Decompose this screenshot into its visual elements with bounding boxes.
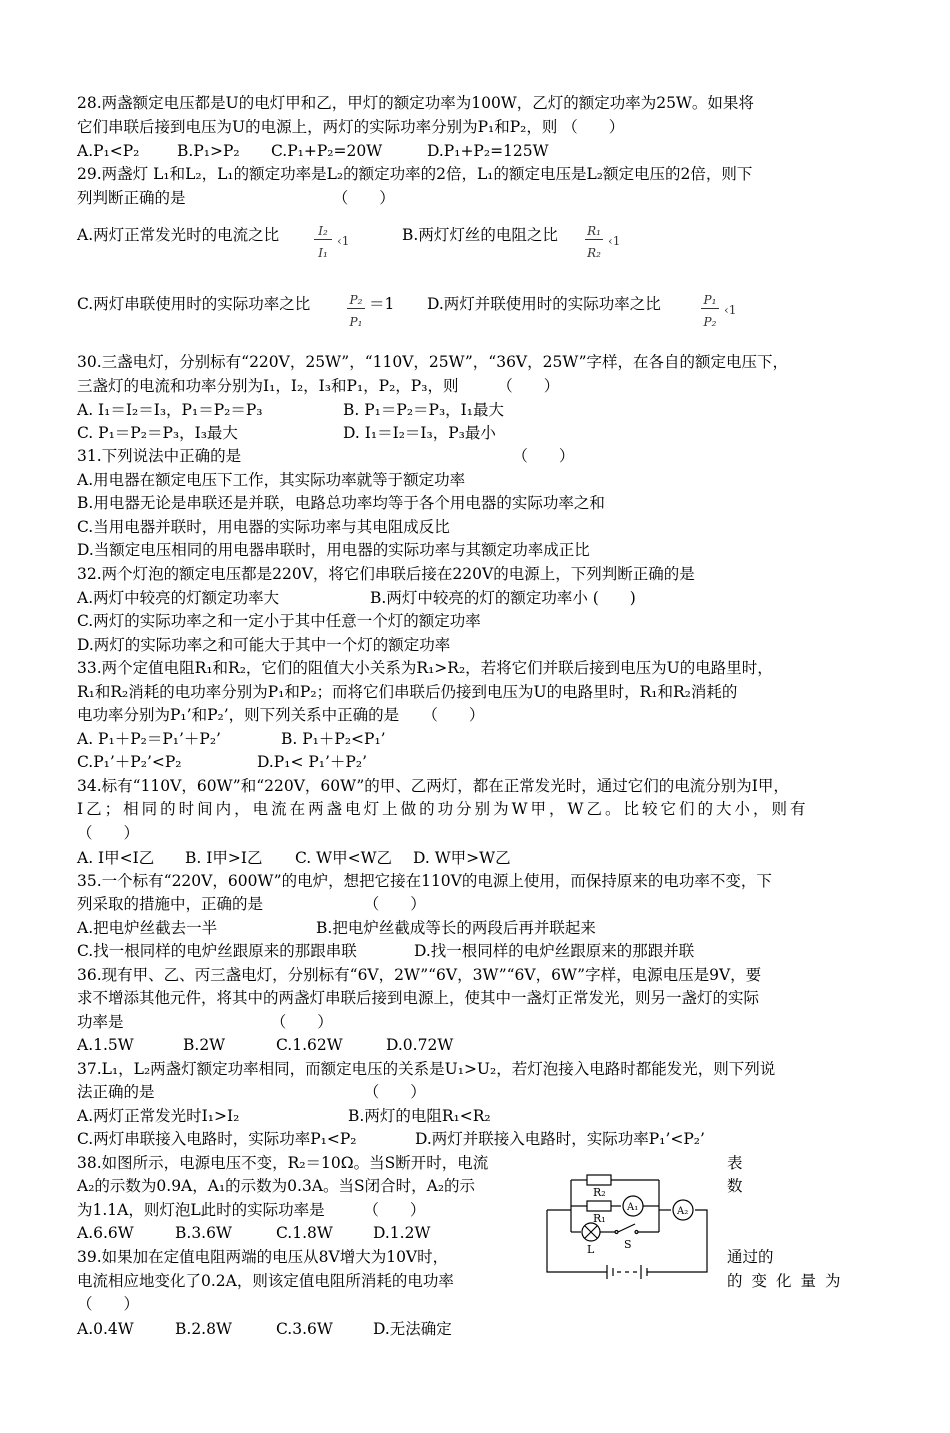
- q38-option-c: C.1.8W: [276, 1224, 333, 1242]
- q35-option-a: A.把电炉丝截去一半: [77, 919, 218, 937]
- q32-option-d: D.两灯的实际功率之和可能大于其中一个灯的额定功率: [77, 636, 451, 654]
- q29-options-cd: [77, 294, 867, 334]
- q39-option-d: D.无法确定: [373, 1320, 452, 1338]
- q29-b-denominator: R₂: [587, 246, 601, 260]
- q37-option-a: A.两灯正常发光时I₁>I₂: [77, 1107, 240, 1125]
- q34-option-c: C. W甲<W乙: [295, 849, 393, 867]
- q36-stem-line3: 功率是 （ ）: [77, 1013, 333, 1031]
- q33-options-ab: [77, 729, 867, 751]
- q30-option-c: C. P₁＝P₂＝P₃，I₃最大: [77, 424, 238, 442]
- q31-option-b: B.用电器无论是串联还是并联，电路总功率均等于各个用电器的实际功率之和: [77, 494, 605, 512]
- q29-b-numerator: R₁: [587, 224, 601, 238]
- q29-option-d: D.两灯并联使用时的实际功率之比: [427, 295, 661, 313]
- q31-option-d: D.当额定电压相同的用电器串联时，用电器的实际功率与其额定功率成正比: [77, 541, 590, 559]
- q28-stem-line2: 它们串联后接到电压为U的电源上，两灯的实际功率分别为P₁和P₂，则 （ ）: [77, 118, 625, 136]
- q38-option-b: B.3.6W: [175, 1224, 232, 1242]
- q37-option-c: C.两灯串联接入电路时，实际功率P₁<P₂: [77, 1130, 357, 1148]
- q33-stem-line3: 电功率分别为P₁’和P₂’，则下列关系中正确的是 （ ）: [77, 706, 485, 724]
- q37-options-cd: [77, 1129, 867, 1151]
- q34-option-d: D. W甲>W乙: [413, 849, 511, 867]
- q38-option-d: D.1.2W: [373, 1224, 431, 1242]
- resistor-r1: [587, 1201, 611, 1211]
- q37-option-d: D.两灯并联接入电路时，实际功率P₁’<P₂’: [415, 1130, 705, 1148]
- q33-option-a: A. P₁＋P₂＝P₁’＋P₂’: [77, 730, 221, 748]
- q39-stem-line1-left: 39.如果加在定值电阻两端的电压从8V增大为10V时，: [77, 1248, 449, 1266]
- q39-option-a: A.0.4W: [77, 1320, 134, 1338]
- q39-stem-line2-left: 电流相应地变化了0.2A，则该定值电阻所消耗的电功率: [77, 1272, 454, 1290]
- q32-option-c: C.两灯的实际功率之和一定小于其中任意一个灯的额定功率: [77, 612, 481, 630]
- q33-stem-line2: R₁和R₂消耗的电功率分别为P₁和P₂；而将它们串联后仍接到电压为U的电路里时，R₁和R₂消耗的: [77, 683, 738, 701]
- q30-options-cd: [77, 423, 867, 445]
- fraction-bar: [585, 239, 603, 240]
- q36-options: [77, 1035, 867, 1057]
- q34-option-b: B. I甲>I乙: [185, 849, 263, 867]
- q29-options-ab: [77, 225, 867, 265]
- q28-option-c: C.P₁+P₂=20W: [271, 142, 383, 160]
- q30-options-ab: [77, 400, 867, 422]
- q30-option-b: B. P₁＝P₂＝P₃，I₁最大: [343, 401, 505, 419]
- fraction-bar: [347, 308, 365, 309]
- q38-stem-line1-right: 表: [727, 1154, 743, 1172]
- q38-stem-line2: [77, 1176, 867, 1198]
- q38-stem-line3: 为1.1A，则灯泡L此时的实际功率是 （ ）: [77, 1201, 426, 1219]
- q38-circuit-diagram: [543, 1172, 713, 1280]
- q36-option-b: B.2W: [183, 1036, 226, 1054]
- label-r2: R₂: [593, 1186, 606, 1199]
- q38-option-a: A.6.6W: [77, 1224, 134, 1242]
- q29-d-relation: ‹1: [724, 303, 737, 317]
- q37-stem-line1: 37.L₁，L₂两盏灯额定功率相同，而额定电压的关系是U₁>U₂，若灯泡接入电路时都能发光，则下列说: [77, 1060, 776, 1078]
- q29-stem-line2: 列判断正确的是 （ ）: [77, 189, 395, 207]
- q30-stem-line2: 三盏灯的电流和功率分别为I₁，I₂，I₃和P₁，P₂，P₃，则 （ ）: [77, 377, 560, 395]
- q33-option-d: D.P₁< P₁’＋P₂’: [257, 753, 367, 771]
- q39-stem-line3: （ ）: [77, 1295, 140, 1313]
- q29-c-numerator: P₂: [349, 293, 363, 307]
- q36-option-d: D.0.72W: [386, 1036, 454, 1054]
- q30-stem-line1: 30.三盏电灯，分别标有“220V，25W”，“110V，25W”，“36V，25W”字样，在各自的额定电压下，: [77, 353, 788, 371]
- q29-stem-line1: 29.两盏灯 L₁和L₂，L₁的额定功率是L₂的额定功率的2倍，L₁的额定电压是L₂额定电压的2倍，则下: [77, 165, 753, 183]
- q39-option-c: C.3.6W: [276, 1320, 333, 1338]
- q28-option-d: D.P₁+P₂=125W: [427, 142, 549, 160]
- q34-option-a: A. I甲<I乙: [77, 849, 155, 867]
- q28-option-a: A.P₁<P₂: [77, 142, 140, 160]
- q39-stem-line1: [77, 1247, 867, 1269]
- label-l: L: [587, 1243, 595, 1256]
- q33-stem-line1: 33.两个定值电阻R₁和R₂，它们的阻值大小关系为R₁>R₂，若将它们并联后接到电压为U的电路里时，: [77, 659, 773, 677]
- q38-stem-line1: [77, 1153, 867, 1175]
- q39-stem-line2: [77, 1271, 867, 1293]
- q34-stem-line2: I乙；相同的时间内，电流在两盏电灯上做的功分别为W甲，W乙。比较它们的大小，则有: [77, 800, 809, 818]
- q29-c-relation: ＝1: [369, 295, 395, 313]
- q29-option-a: A.两灯正常发光时的电流之比: [77, 226, 280, 244]
- q35-options-ab: [77, 918, 867, 940]
- q35-option-b: B.把电炉丝截成等长的两段后再并联起来: [316, 919, 596, 937]
- q33-option-b: B. P₁＋P₂<P₁’: [281, 730, 386, 748]
- q29-a-denominator: I₁: [318, 246, 328, 260]
- label-s: S: [624, 1238, 632, 1251]
- q28-options: [77, 141, 867, 163]
- q29-d-numerator: P₁: [703, 293, 717, 307]
- q34-options: [77, 848, 867, 870]
- resistor-r2: [587, 1175, 611, 1185]
- q30-option-a: A. I₁＝I₂＝I₃，P₁＝P₂＝P₃: [77, 401, 263, 419]
- q32-option-a: A.两灯中较亮的灯额定功率大: [77, 589, 280, 607]
- q36-stem-line2: 求不增添其他元件，将其中的两盏灯串联后接到电源上，使其中一盏灯正常发光，则另一盏灯的实际: [77, 989, 760, 1007]
- q29-d-denominator: P₂: [703, 315, 717, 329]
- q31-stem: 31.下列说法中正确的是 （ ）: [77, 447, 575, 465]
- q36-option-c: C.1.62W: [276, 1036, 343, 1054]
- q38-stem-line1-left: 38.如图所示，电源电压不变，R₂＝10Ω。当S断开时，电流: [77, 1154, 489, 1172]
- q36-option-a: A.1.5W: [77, 1036, 134, 1054]
- q29-c-denominator: P₁: [349, 315, 363, 329]
- label-r1: R₁: [593, 1212, 606, 1225]
- q29-b-relation: ‹1: [608, 234, 621, 248]
- q28-stem-line1: 28.两盏额定电压都是U的电灯甲和乙，甲灯的额定功率为100W，乙灯的额定功率为25W。如果将: [77, 94, 754, 112]
- q37-stem-line2: 法正确的是 （ ）: [77, 1083, 426, 1101]
- circuit-wire-right: [647, 1210, 707, 1272]
- label-a1: A₁: [627, 1202, 639, 1213]
- switch-s: [618, 1224, 635, 1232]
- q29-a-relation: ‹1: [337, 234, 350, 248]
- q36-stem-line1: 36.现有甲、乙、丙三盏电灯，分别标有“6V，2W”“6V，3W”“6V，6W”字样，电源电压是9V，要: [77, 966, 762, 984]
- q34-stem-line1: 34.标有“110V，60W”和“220V，60W”的甲、乙两灯，都在正常发光时，通过它们的电流分别为I甲，: [77, 777, 789, 795]
- q35-options-cd: [77, 941, 867, 963]
- q35-option-c: C.找一根同样的电炉丝跟原来的那跟串联: [77, 942, 357, 960]
- label-a2: A₂: [677, 1206, 689, 1217]
- q39-option-b: B.2.8W: [175, 1320, 232, 1338]
- q35-stem-line1: 35.一个标有“220V，600W”的电炉，想把它接在110V的电源上使用，而保持原来的电功率不变，下: [77, 872, 772, 890]
- fraction-bar: [701, 308, 719, 309]
- q39-stem-line2-right: 的变化量为: [727, 1272, 850, 1290]
- q37-options-ab: [77, 1106, 867, 1128]
- q32-option-b: B.两灯中较亮的灯的额定功率小 ( ): [370, 589, 636, 607]
- q33-option-c: C.P₁’＋P₂’<P₂: [77, 753, 182, 771]
- q33-options-cd: [77, 752, 867, 774]
- q35-stem-line2: 列采取的措施中，正确的是 （ ）: [77, 895, 426, 913]
- q39-options: [77, 1319, 537, 1341]
- q29-option-b: B.两灯灯丝的电阻之比: [402, 226, 558, 244]
- q29-a-numerator: I₂: [318, 224, 328, 238]
- q37-option-b: B.两灯的电阻R₁<R₂: [348, 1107, 491, 1125]
- q32-options-ab: [77, 588, 867, 610]
- q38-options: [77, 1223, 537, 1245]
- q38-stem-line2-left: A₂的示数为0.9A，A₁的示数为0.3A。当S闭合时，A₂的示: [77, 1177, 476, 1195]
- q31-option-c: C.当用电器并联时，用电器的实际功率与其电阻成反比: [77, 518, 450, 536]
- fraction-bar: [314, 239, 332, 240]
- q39-stem-line1-right: 通过的: [727, 1248, 774, 1266]
- q28-option-b: B.P₁>P₂: [177, 142, 240, 160]
- q35-option-d: D.找一根同样的电炉丝跟原来的那跟并联: [414, 942, 695, 960]
- q29-option-c: C.两灯串联使用时的实际功率之比: [77, 295, 311, 313]
- q34-stem-line3: （ ）: [77, 824, 140, 842]
- q31-option-a: A.用电器在额定电压下工作，其实际功率就等于额定功率: [77, 471, 466, 489]
- q30-option-d: D. I₁＝I₂＝I₃，P₃最小: [343, 424, 496, 442]
- q38-stem-line2-right: 数: [727, 1177, 743, 1195]
- q32-stem: 32.两个灯泡的额定电压都是220V，将它们串联后接在220V的电源上，下列判断正确的是: [77, 565, 695, 583]
